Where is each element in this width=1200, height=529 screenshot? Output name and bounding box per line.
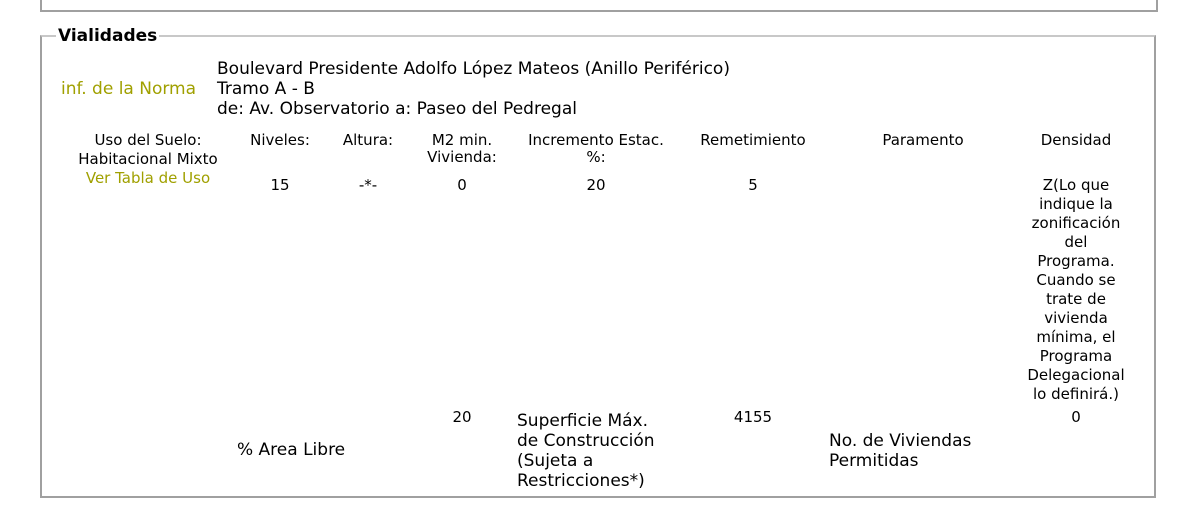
- viviendas-label-line: No. de Viviendas: [829, 431, 972, 451]
- densidad-line: del: [1064, 233, 1088, 251]
- densidad-line: Programa: [1039, 347, 1113, 365]
- ver-tabla-de-uso-link[interactable]: Ver Tabla de Uso: [85, 169, 211, 187]
- uso-suelo-value: Habitacional Mixto: [78, 150, 218, 168]
- superficie-label-line: Superficie Máx.: [517, 411, 648, 431]
- densidad-line: lo definirá.): [1033, 385, 1119, 403]
- header-niveles: Niveles:: [250, 131, 310, 149]
- incremento-value: 20: [586, 176, 606, 194]
- densidad-line: indique la: [1039, 195, 1113, 213]
- densidad-line: zonificación: [1031, 214, 1121, 232]
- viviendas-label: [829, 431, 971, 471]
- header-m2-min-line2: Vivienda:: [427, 148, 497, 166]
- viviendas-value: 0: [1071, 408, 1081, 426]
- header-incremento-line2: %:: [586, 148, 606, 166]
- header-altura: Altura:: [342, 131, 394, 149]
- header-remetimiento: Remetimiento: [700, 131, 806, 149]
- densidad-line: mínima, el: [1036, 328, 1116, 346]
- header-paramento: Paramento: [882, 131, 964, 149]
- altura-value: -*-: [358, 176, 378, 194]
- superficie-label-line: (Sujeta a: [517, 451, 594, 471]
- segment-text: de: Av. Observatorio a: Paseo del Pedregal: [217, 99, 577, 119]
- norma-label: inf. de la Norma: [61, 79, 197, 99]
- remetimiento-value: 5: [748, 176, 758, 194]
- header-densidad: Densidad: [1040, 131, 1112, 149]
- m2-min-value: 0: [457, 176, 467, 194]
- section-legend: Vialidades: [58, 26, 158, 46]
- densidad-line: trate de: [1046, 290, 1106, 308]
- area-libre-value: 20: [452, 408, 472, 426]
- niveles-value: 15: [270, 176, 290, 194]
- tramo-text: Tramo A - B: [217, 79, 315, 99]
- header-m2-min: [412, 132, 512, 166]
- densidad-line: vivienda: [1044, 309, 1108, 327]
- area-libre-label: % Area Libre: [237, 440, 346, 460]
- superficie-label-line: Restricciones*): [517, 471, 645, 491]
- viviendas-label-line: Permitidas: [829, 451, 919, 471]
- superficie-value: 4155: [733, 408, 773, 426]
- densidad-line: Z(Lo que: [1042, 176, 1110, 194]
- street-name: Boulevard Presidente Adolfo López Mateos (Anillo Periférico): [217, 59, 730, 79]
- superficie-label-line: de Construcción: [517, 431, 655, 451]
- densidad-line: Delegacional: [1027, 366, 1125, 384]
- densidad-value: [1020, 176, 1132, 404]
- densidad-line: Programa.: [1037, 252, 1115, 270]
- densidad-line: Cuando se: [1036, 271, 1116, 289]
- header-incremento-line1: Incremento Estac.: [528, 131, 664, 149]
- header-m2-min-line1: M2 min.: [431, 131, 493, 149]
- header-uso-suelo: Uso del Suelo:: [94, 131, 202, 149]
- header-incremento: [512, 132, 680, 166]
- previous-section-box: [40, 0, 1158, 12]
- superficie-label: [517, 411, 655, 491]
